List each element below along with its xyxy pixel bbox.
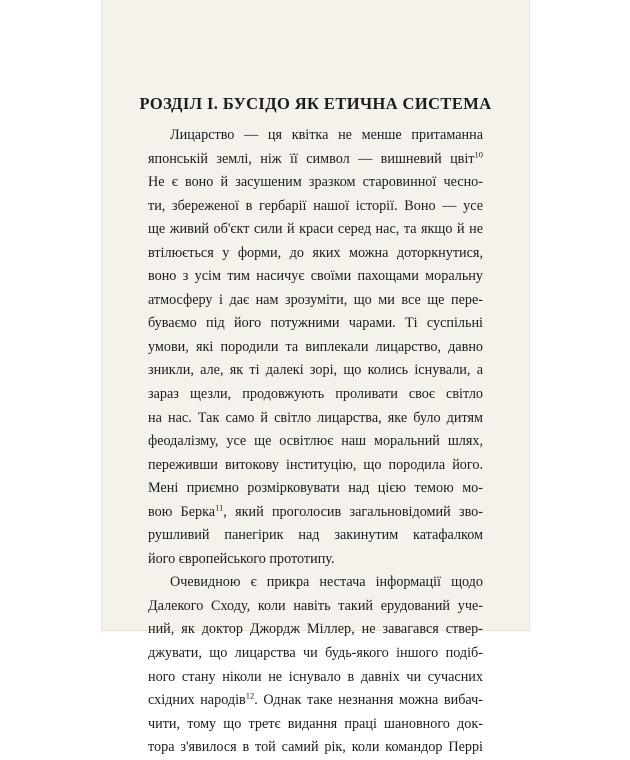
text-line [148,595,483,619]
text-line-content: атмосферу і дає нам зрозуміти, що ми все ще пере- [148,291,483,308]
footnote-marker: 10 [474,148,483,159]
text-line-content: тора з'явилося в той самий рік, коли командор Перрі [148,739,483,756]
text-line-content: на нас. Так само й світло лицарства, яке було дитям [148,409,483,426]
text-line [148,289,483,313]
chapter-title: РОЗДІЛ I. БУСІДО ЯК ЕТИЧНА СИСТЕМА [139,94,492,113]
text-line [148,689,483,713]
text-line [148,336,483,360]
text-line [148,359,483,383]
text-line-content: буваємо під його потужними чарами. Ті суспільні [148,315,483,332]
text-line [148,501,483,525]
text-line-content: його європейського прототипу. [148,550,335,567]
text-line-content: японській землі, ніж її символ — вишневий цвіт [148,150,475,167]
text-line [148,148,483,172]
text-line [148,454,483,478]
text-line-content: рушливий панегірик над закинутим катафалком [148,527,483,544]
text-line [148,666,483,690]
text-line [148,736,483,760]
text-line-content: ти, збереженої в гербарії нашої історії. Воно — усе [148,197,483,214]
text-line-content: переживши витокову інституцію, що породила його. [148,456,483,473]
book-page [102,0,529,756]
text-line [148,171,483,195]
text-line-content: Очевидною є прикра нестача інформації щодо [170,574,483,591]
text-line-content: воно з усім тим насичує своїми пахощами моральну [148,268,483,285]
text-line [148,477,483,501]
text-line [148,242,483,266]
text-line [148,548,483,572]
text-line [148,430,483,454]
text-line-content: вою Берка [148,503,216,520]
text-line-content: феодалізму, усе ще освітлює наш моральний шлях, [148,433,483,450]
text-line-content: джувати, що лицарства чи будь-якого іншого подіб- [148,645,483,662]
footnote-marker: 12 [245,690,255,701]
text-line-content: чити, тому що третє видання праці шановного док- [148,715,483,732]
text-line-content: . Однак таке незнання можна вибач- [254,692,484,709]
text-line [148,124,483,148]
text-line [148,265,483,289]
text-line [148,713,483,737]
text-line-content: ще живий об'єкт сили й краси серед нас, та якщо й не [148,221,483,238]
body-text [148,124,483,760]
text-line-content: , який проголосив загальновідомий зво- [223,503,483,520]
text-line-content: Лицарство — ця квітка не менше притаманна [170,127,483,143]
text-line [148,642,483,666]
text-line-content: ного стану ніколи не існувало в давніх чи сучасних [148,668,483,685]
text-line [148,571,483,595]
text-line-content: умови, які породили та виплекали лицарство, давно [148,338,483,355]
text-line [148,383,483,407]
text-line-content: Не є воно й засушеним зразком старовинної чесно- [148,174,483,191]
text-line [148,312,483,336]
footnote-marker: 11 [215,502,224,513]
text-line [148,524,483,548]
text-line-content: ний, як доктор Джордж Міллер, не завагався ствер- [148,621,483,638]
text-line-content: зараз щезли, продовжують проливати своє світло [148,386,483,403]
text-line [148,618,483,642]
text-line [148,218,483,242]
text-line-content: зникли, але, як ті далекі зорі, що колись існували, а [148,362,483,379]
text-line [148,407,483,431]
text-line-content: Далекого Сходу, коли навіть такий ерудований уче- [148,597,483,614]
text-line-content: втілюється у форми, до яких можна доторкнутися, [148,244,483,261]
text-line-content: Мені приємно розмірковувати над цією темою мо- [148,480,483,497]
text-line-content: східних народів [148,692,246,709]
text-line [148,195,483,219]
